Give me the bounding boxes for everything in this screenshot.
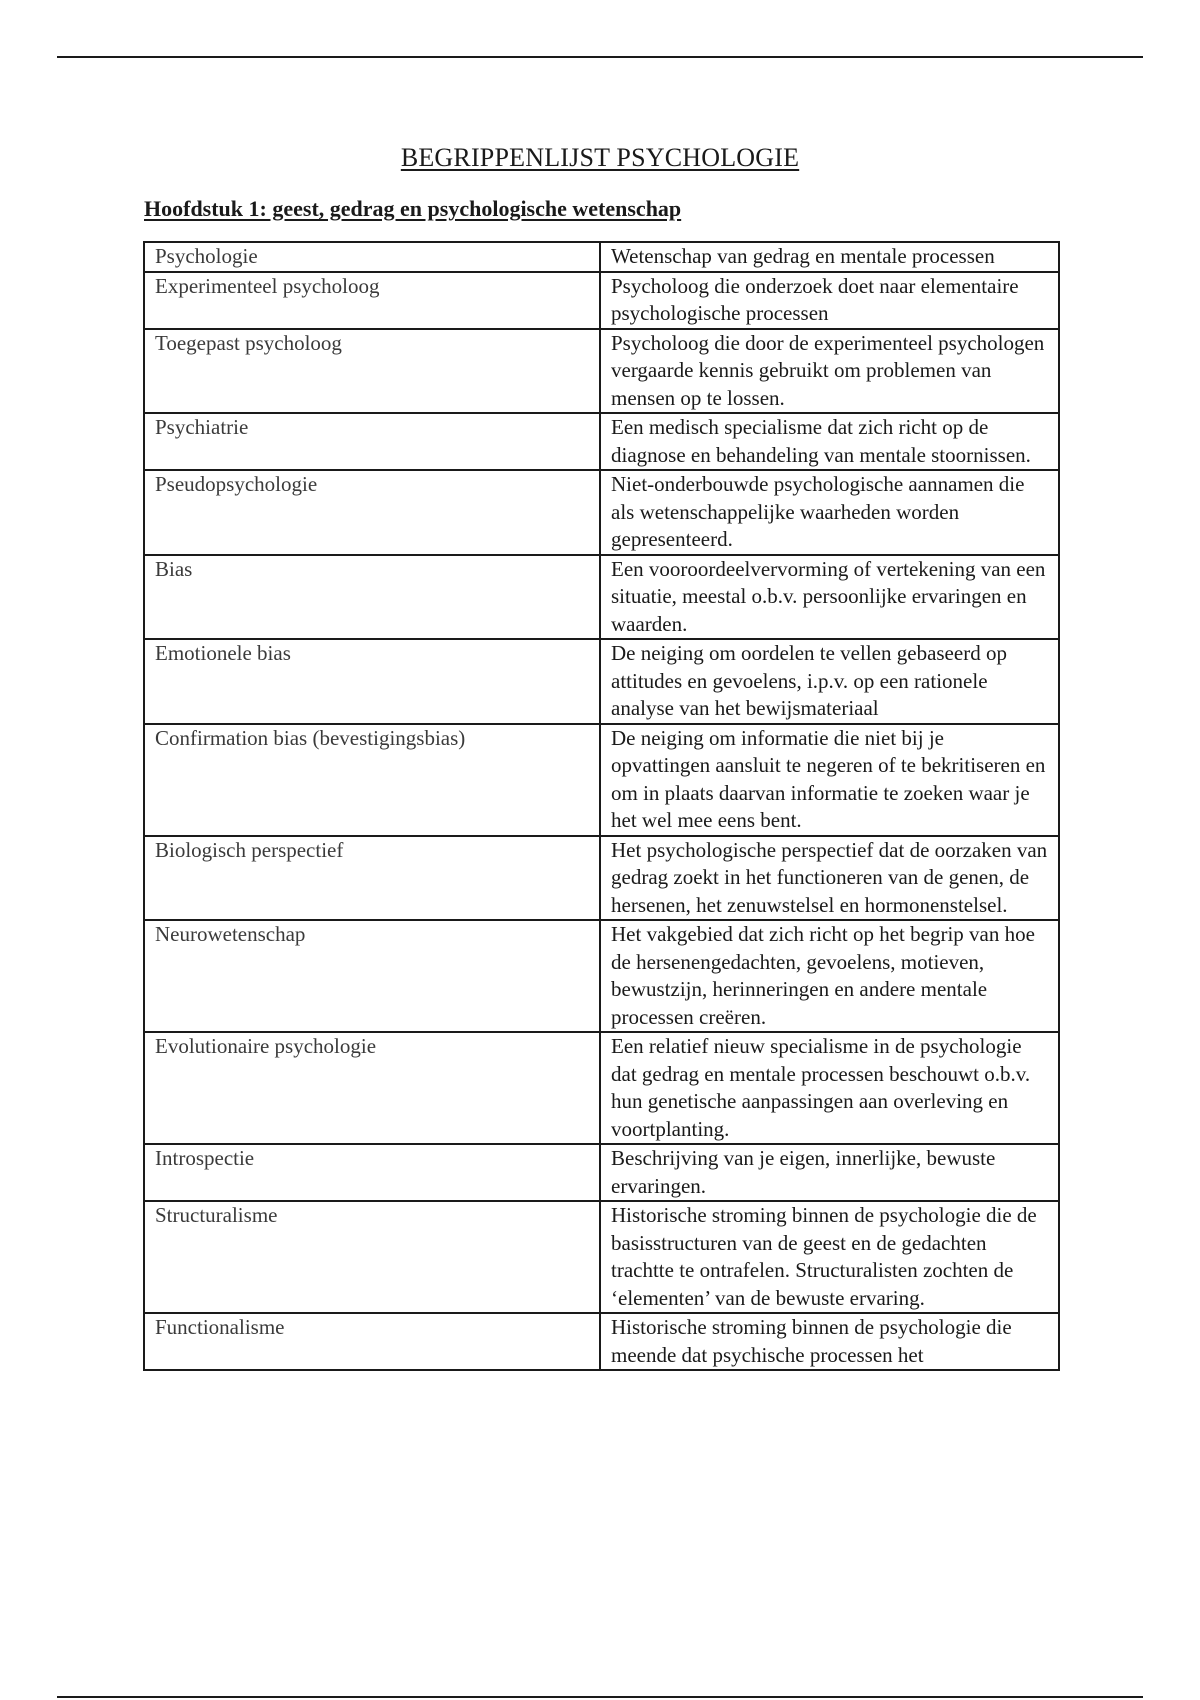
glossary-term: Evolutionaire psychologie (144, 1032, 600, 1144)
table-row (144, 724, 1059, 836)
table-row (144, 836, 1059, 921)
glossary-definition: Historische stroming binnen de psychologie die meende dat psychische processen het (600, 1313, 1059, 1370)
table-row (144, 1032, 1059, 1144)
glossary-definition: Een medisch specialisme dat zich richt op de diagnose en behandeling van mentale stoornissen. (600, 413, 1059, 470)
table-row (144, 1313, 1059, 1370)
table-row (144, 470, 1059, 555)
glossary-term: Confirmation bias (bevestigingsbias) (144, 724, 600, 836)
glossary-definition: Het psychologische perspectief dat de oorzaken van gedrag zoekt in het functioneren van de genen, de hersenen, het zenuwstelsel en hormonenstelsel. (600, 836, 1059, 921)
glossary-term: Toegepast psycholoog (144, 329, 600, 414)
table-row (144, 639, 1059, 724)
glossary-definition: Beschrijving van je eigen, innerlijke, bewuste ervaringen. (600, 1144, 1059, 1201)
page-bottom-rule (57, 1696, 1143, 1698)
glossary-term: Pseudopsychologie (144, 470, 600, 555)
glossary-term: Neurowetenschap (144, 920, 600, 1032)
table-row (144, 272, 1059, 329)
glossary-definition: Historische stroming binnen de psychologie die de basisstructuren van de geest en de gedachten trachtte te ontrafelen. Structuralisten zochten de ‘elementen’ van de bewuste ervaring. (600, 1201, 1059, 1313)
table-row (144, 555, 1059, 640)
glossary-term: Structuralisme (144, 1201, 600, 1313)
glossary-definition: Wetenschap van gedrag en mentale processen (600, 242, 1059, 272)
glossary-definition: Een relatief nieuw specialisme in de psychologie dat gedrag en mentale processen beschouwt o.b.v. hun genetische aanpassingen aan overleving en voortplanting. (600, 1032, 1059, 1144)
glossary-term: Experimenteel psycholoog (144, 272, 600, 329)
glossary-definition: Psycholoog die onderzoek doet naar elementaire psychologische processen (600, 272, 1059, 329)
glossary-table (143, 241, 1060, 1371)
glossary-definition: De neiging om oordelen te vellen gebaseerd op attitudes en gevoelens, i.p.v. op een rationele analyse van het bewijsmateriaal (600, 639, 1059, 724)
glossary-definition: De neiging om informatie die niet bij je opvattingen aansluit te negeren of te bekritiseren en om in plaats daarvan informatie te zoeken waar je het wel mee eens bent. (600, 724, 1059, 836)
page-top-rule (57, 56, 1143, 58)
chapter-heading: Hoofdstuk 1: geest, gedrag en psychologische wetenschap (144, 196, 682, 221)
table-row (144, 920, 1059, 1032)
table-row (144, 1144, 1059, 1201)
glossary-definition: Een vooroordeelvervorming of vertekening van een situatie, meestal o.b.v. persoonlijke ervaringen en waarden. (600, 555, 1059, 640)
glossary-term: Biologisch perspectief (144, 836, 600, 921)
glossary-term: Bias (144, 555, 600, 640)
table-row (144, 242, 1059, 272)
glossary-term: Emotionele bias (144, 639, 600, 724)
table-row (144, 329, 1059, 414)
glossary-term: Psychologie (144, 242, 600, 272)
document-title: BEGRIPPENLIJST PSYCHOLOGIE (400, 143, 800, 172)
glossary-term: Functionalisme (144, 1313, 600, 1370)
glossary-definition: Niet-onderbouwde psychologische aannamen die als wetenschappelijke waarheden worden gepresenteerd. (600, 470, 1059, 555)
glossary-definition: Psycholoog die door de experimenteel psychologen vergaarde kennis gebruikt om problemen van mensen op te lossen. (600, 329, 1059, 414)
glossary-term: Psychiatrie (144, 413, 600, 470)
table-row (144, 1201, 1059, 1313)
table-row (144, 413, 1059, 470)
glossary-definition: Het vakgebied dat zich richt op het begrip van hoe de hersenengedachten, gevoelens, motieven, bewustzijn, herinneringen en andere mentale processen creëren. (600, 920, 1059, 1032)
glossary-term: Introspectie (144, 1144, 600, 1201)
